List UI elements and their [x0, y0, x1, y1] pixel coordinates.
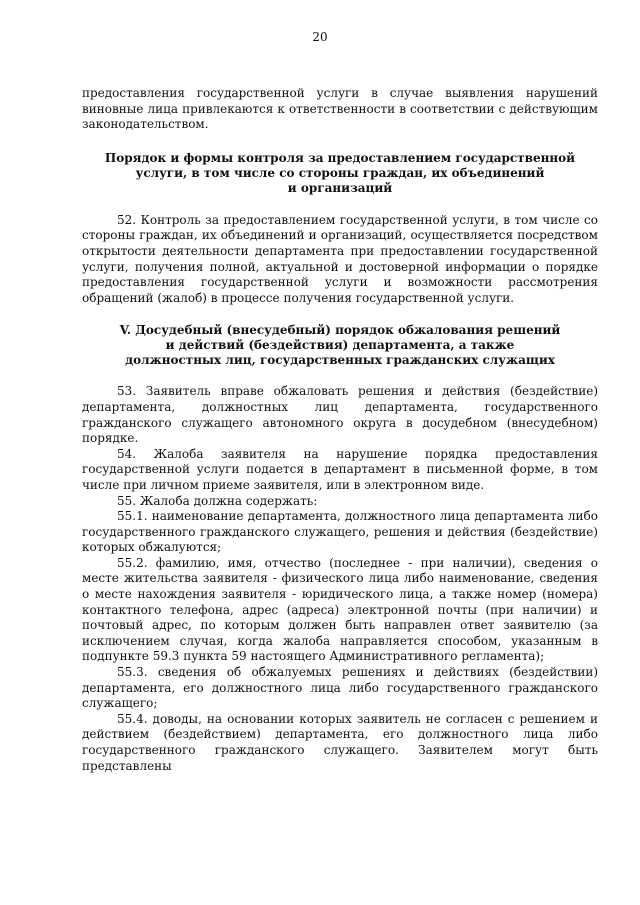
paragraph-53: 53. Заявитель вправе обжаловать решения и действия (бездействие) департамента, должностных лиц департамента, государственного гражданского служащего автономного округа в досудебном (внесудебном) порядке.: [82, 384, 598, 446]
heading-control-line-1: Порядок и формы контроля за предоставлением государственной: [104, 150, 576, 165]
heading-section-5: [82, 323, 598, 368]
paragraph-55: 55. Жалоба должна содержать:: [117, 493, 318, 508]
heading-section-5-line-3: должностных лиц, государственных гражданских служащих: [125, 353, 555, 368]
heading-section-5-line-1: V. Досудебный (внесудебный) порядок обжалования решений: [119, 323, 561, 338]
heading-section-5-line-2: и действий (бездействия) департамента, а также: [165, 338, 515, 353]
paragraph-54: 54. Жалоба заявителя на нарушение порядка предоставления государственной услуги подается в департамент в письменной форме, в том числе при личном приеме заявителя, или в электронном виде.: [82, 446, 598, 492]
document-body: [82, 86, 598, 774]
heading-control-line-2: услуги, в том числе со стороны граждан, их объединений: [135, 165, 545, 180]
paragraph-55-2: 55.2. фамилию, имя, отчество (последнее - при наличии), сведения о месте жительства заявителя - физического лица либо наименование, сведения о месте нахождения заявителя - юридического лица, а также номер (номера) контактного телефона, адрес (адреса) электронной почты (при наличии) и почтовый адрес, по которым должен быть направлен ответ заявителю (за исключением случая, когда жалоба направляется способом, указанным в подпункте 59.3 пункта 59 настоящего Административного регламента);: [82, 555, 598, 664]
paragraph-52: 52. Контроль за предоставлением государственной услуги, в том числе со стороны граждан, их объединений и организаций, осуществляется посредством открытости деятельности департамента при предоставлении государственной услуги, получения полной, актуальной и достоверной информации о порядке предоставления государственной услуги и возможности рассмотрения обращений (жалоб) в процессе получения государственной услуги.: [82, 212, 598, 305]
page-number: 20: [312, 30, 328, 44]
heading-control: [82, 151, 598, 196]
paragraph-55-3: 55.3. сведения об обжалуемых решениях и действиях (бездействии) департамента, его должностного лица либо государственного гражданского служащего;: [82, 665, 598, 711]
paragraph-intro: предоставления государственной услуги в случае выявления нарушений виновные лица привлекаются к ответственности в соответствии с действующим законодательством.: [82, 86, 598, 132]
paragraph-55-1: 55.1. наименование департамента, должностного лица департамента либо государственного гражданского служащего, решения и действия (бездействие) которых обжалуются;: [82, 509, 598, 555]
paragraph-55-4: 55.4. доводы, на основании которых заявитель не согласен с решением и действием (бездействием) департамента, его должностного лица либо государственного гражданского служащего. Заявителем могут быть представлены: [82, 711, 598, 773]
heading-control-line-3: и организаций: [287, 180, 393, 195]
